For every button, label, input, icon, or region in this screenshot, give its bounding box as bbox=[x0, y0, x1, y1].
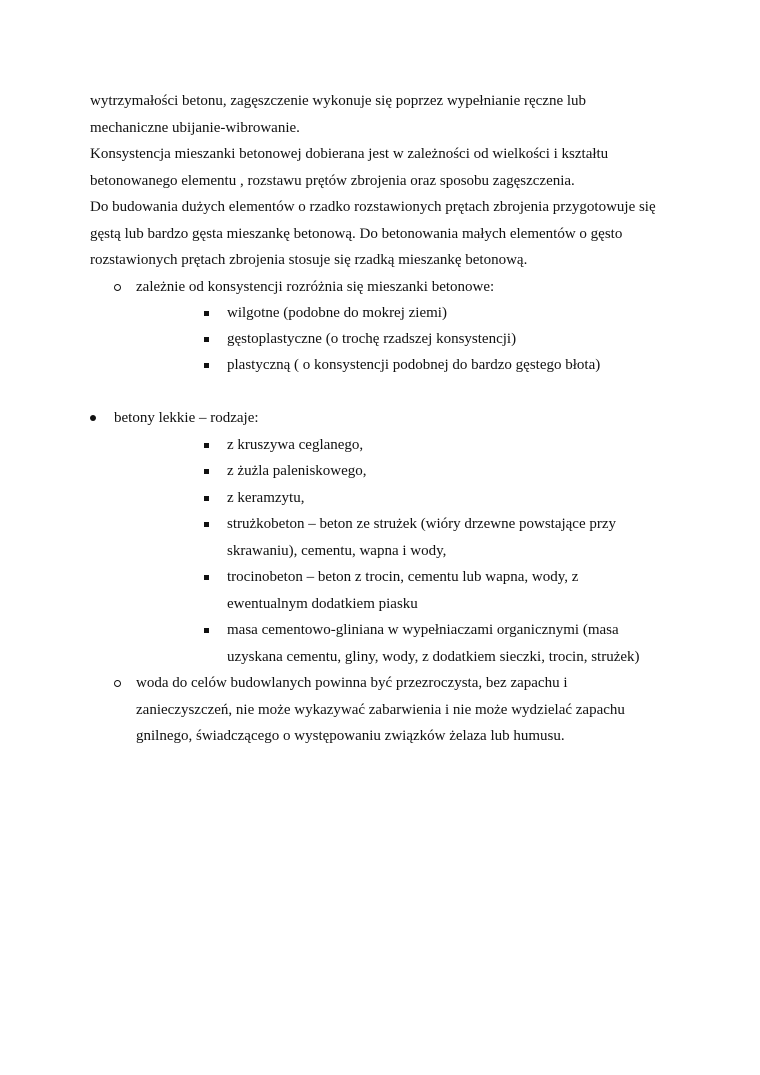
text-line: betonowanego elementu , rozstawu prętów zbrojenia oraz sposobu zagęszczenia. bbox=[90, 172, 575, 189]
square-bullet-icon bbox=[204, 363, 209, 368]
paragraph-element-sizes bbox=[90, 194, 690, 274]
list-item-text bbox=[227, 511, 616, 564]
list-heading-text: betony lekkie – rodzaje: bbox=[114, 410, 259, 426]
list-item-text bbox=[227, 617, 640, 670]
text-line: ewentualnym dodatkiem piasku bbox=[227, 595, 418, 612]
square-bullet-icon bbox=[204, 575, 209, 580]
text-line: trocinobeton – beton z trocin, cementu lub wapna, wody, z bbox=[227, 569, 579, 585]
paragraph-compaction bbox=[90, 88, 690, 141]
bullet-icon bbox=[90, 415, 96, 421]
square-bullet-icon bbox=[204, 628, 209, 633]
text-line: mechaniczne ubijanie-wibrowanie. bbox=[90, 119, 300, 136]
text-line: z kruszywa ceglanego, bbox=[227, 437, 364, 453]
square-bullet-icon bbox=[204, 522, 209, 527]
circle-bullet-icon bbox=[114, 284, 121, 291]
list-item-text bbox=[227, 458, 367, 485]
list-item-text bbox=[227, 432, 363, 459]
text-line: gęstą lub bardzo gęsta mieszankę betonową. Do betonowania małych elementów o gęsto bbox=[90, 225, 623, 242]
text-line: masa cementowo-gliniana w wypełniaczami organicznymi (masa bbox=[227, 622, 619, 638]
paragraph-consistency bbox=[90, 141, 690, 194]
text-line: strużkobeton – beton ze strużek (wióry drzewne powstające przy bbox=[227, 516, 617, 532]
text-line: wytrzymałości betonu, zagęszczenie wykonuje się poprzez wypełnianie ręczne lub bbox=[90, 93, 587, 109]
text-line: gnilnego, świadczącego o występowaniu związków żelaza lub humusu. bbox=[136, 728, 565, 744]
text-line: z żużla paleniskowego, bbox=[227, 463, 367, 479]
list-item-text: gęstoplastyczne (o trochę rzadszej konsystencji) bbox=[227, 331, 517, 347]
list-item-text: wilgotne (podobne do mokrej ziemi) bbox=[227, 305, 447, 321]
list-item-text bbox=[227, 485, 304, 512]
text-line: zanieczyszczeń, nie może wykazywać zabarwienia i nie może wydzielać zapachu bbox=[136, 701, 625, 718]
text-line: Konsystencja mieszanki betonowej dobierana jest w zależności od wielkości i kształtu bbox=[90, 146, 609, 162]
text-line: woda do celów budowlanych powinna być przezroczysta, bez zapachu i bbox=[136, 675, 568, 691]
square-bullet-icon bbox=[204, 443, 209, 448]
text-line: Do budowania dużych elementów o rzadko rozstawionych prętach zbrojenia przygotowuje się bbox=[90, 199, 656, 215]
circle-bullet-icon bbox=[114, 680, 121, 687]
square-bullet-icon bbox=[204, 496, 209, 501]
text-line: rozstawionych prętach zbrojenia stosuje się rzadką mieszankę betonową. bbox=[90, 252, 528, 268]
text-line: z keramzytu, bbox=[227, 490, 305, 506]
list-item-text: plastyczną ( o konsystencji podobnej do bardzo gęstego błota) bbox=[227, 357, 601, 373]
square-bullet-icon bbox=[204, 311, 209, 316]
square-bullet-icon bbox=[204, 337, 209, 342]
text-line: skrawaniu), cementu, wapna i wody, bbox=[227, 542, 447, 559]
square-bullet-icon bbox=[204, 469, 209, 474]
text-line: uzyskana cementu, gliny, wody, z dodatkiem sieczki, trocin, strużek) bbox=[227, 648, 640, 665]
list-heading-text: zależnie od konsystencji rozróżnia się mieszanki betonowe: bbox=[136, 279, 495, 295]
list-item-text bbox=[227, 564, 578, 617]
water-note-text bbox=[136, 670, 625, 750]
